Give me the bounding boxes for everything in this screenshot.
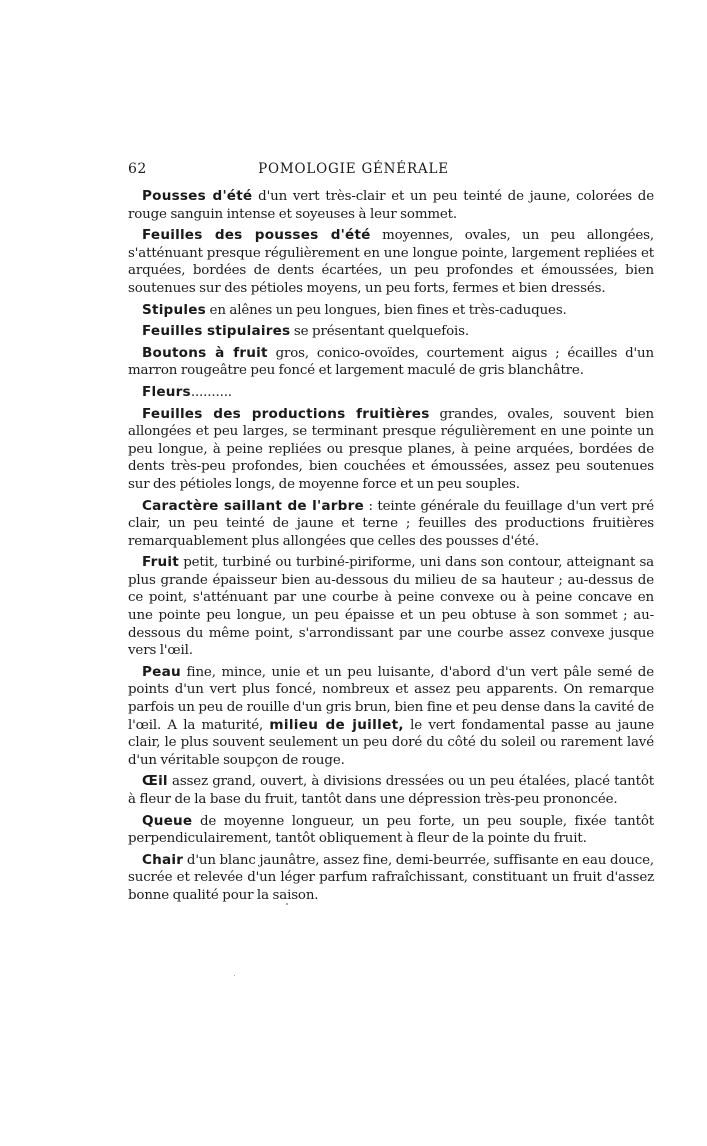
paragraph-oeil bbox=[128, 773, 654, 808]
term-heading: Feuilles des productions fruitières bbox=[142, 405, 430, 422]
page-number: 62 bbox=[128, 161, 147, 177]
ripening-date: milieu de juillet, bbox=[269, 716, 404, 733]
paragraph-boutons-fruit bbox=[128, 345, 654, 380]
paragraph-text: : teinte générale du feuillage d'un vert pré clair, un peu teinté de jaune et terne ; feuilles des productions fruitières remarquablement plus allongées que celles des pousses d'été. bbox=[128, 498, 654, 549]
paragraph-text: assez grand, ouvert, à divisions dressées ou un peu étalées, placé tantôt à fleur de la base du fruit, tantôt dans une dépression très-peu prononcée. bbox=[128, 774, 654, 807]
term-heading: Stipules bbox=[142, 301, 206, 318]
paragraph-feuilles-pousses bbox=[128, 227, 654, 297]
term-heading: Peau bbox=[142, 663, 181, 680]
paragraph-text: grandes, ovales, souvent bien allongées et peu larges, se terminant presque régulièrement en une pointe un peu longue, à peine repliées ou presque planes, à peine arquées, bordées de dents très-peu profondes, bien couchées et émoussées, assez peu soutenues sur des pétioles longs, de moyenne force et un peu souples. bbox=[128, 406, 655, 492]
paragraph-chair bbox=[128, 852, 654, 905]
paragraph-peau bbox=[128, 664, 654, 770]
paragraph-text: fine, mince, unie et un peu luisante, d'abord d'un vert pâle semé de points d'un vert plus foncé, nombreux et assez peu apparents. On remarque parfois un peu de rouille d'un gris brun, bien fine et peu dense dans la cavité de l'œil. A la maturité, bbox=[128, 664, 654, 733]
term-heading: Caractère saillant de l'arbre bbox=[142, 497, 364, 514]
paragraph-fleurs bbox=[128, 384, 654, 402]
term-heading: Fruit bbox=[142, 554, 179, 571]
paragraph-text: se présentant quelquefois. bbox=[290, 324, 469, 340]
paragraph-text: .......... bbox=[190, 384, 232, 400]
term-heading: Feuilles des pousses d'été bbox=[142, 227, 371, 244]
term-heading: Chair bbox=[142, 851, 184, 868]
paragraph-stipules bbox=[128, 302, 654, 320]
term-heading: Fleurs bbox=[142, 383, 191, 400]
body-text bbox=[128, 188, 654, 909]
paragraph-feuilles-stipulaires bbox=[128, 323, 654, 341]
running-title: POMOLOGIE GÉNÉRALE bbox=[258, 161, 449, 177]
paragraph-text: d'un blanc jaunâtre, assez fine, demi-beurrée, suffisante en eau douce, sucrée et relevée d'un léger parfum rafraîchissant, constituant un fruit d'assez bonne qualité pour la saison. bbox=[128, 852, 654, 903]
paragraph-text: en alênes un peu longues, bien fines et très-caduques. bbox=[205, 302, 567, 318]
scan-speck bbox=[234, 975, 235, 976]
term-heading: Pousses d'été bbox=[142, 188, 253, 204]
paragraph-feuilles-productions bbox=[128, 406, 654, 494]
paragraph-text: le vert fondamental passe au jaune clair, le plus souvent seulement un peu doré du côté du soleil ou rarement lavé d'un véritable soupçon de rouge. bbox=[128, 717, 655, 768]
paragraph-pousses-ete bbox=[128, 188, 654, 223]
paragraph-queue bbox=[128, 813, 654, 848]
paragraph-text: gros, conico-ovoïdes, courtement aigus ; écailles d'un marron rougeâtre peu foncé et largement maculé de gris blanchâtre. bbox=[128, 345, 655, 379]
paragraph-caractere-arbre bbox=[128, 498, 654, 551]
paragraph-fruit bbox=[128, 554, 654, 660]
scan-speck bbox=[286, 903, 288, 905]
paragraph-text: de moyenne longueur, un peu forte, un peu souple, fixée tantôt perpendiculairement, tantôt obliquement à fleur de la pointe du fruit. bbox=[128, 813, 654, 847]
paragraph-text: moyennes, ovales, un peu allongées, s'atténuant presque régulièrement en une longue pointe, largement repliées et arquées, bordées de dents écartées, un peu profondes et émoussées, bien soutenues sur des pétioles moyens, un peu forts, fermes et bien dressés. bbox=[128, 228, 655, 296]
term-heading: Feuilles stipulaires bbox=[142, 323, 291, 340]
term-heading: Œil bbox=[142, 773, 168, 790]
paragraph-text: petit, turbiné ou turbiné-piriforme, uni dans son contour, atteignant sa plus grande épaisseur bien au-dessous du milieu de sa hauteur ; au-dessus de ce point, s'atténuant par une courbe à peine convexe ou à peine concave en une pointe peu longue, un peu épaisse et un peu obtuse à son sommet ; au-dessous du même point, s'arrondissant par une courbe assez convexe jusque vers l'œil. bbox=[128, 555, 654, 659]
term-heading: Boutons à fruit bbox=[142, 344, 268, 361]
term-heading: Queue bbox=[142, 812, 193, 829]
paragraph-text: d'un vert très-clair et un peu teinté de jaune, colorées de rouge sanguin intense et soyeuses à leur sommet. bbox=[128, 189, 654, 222]
